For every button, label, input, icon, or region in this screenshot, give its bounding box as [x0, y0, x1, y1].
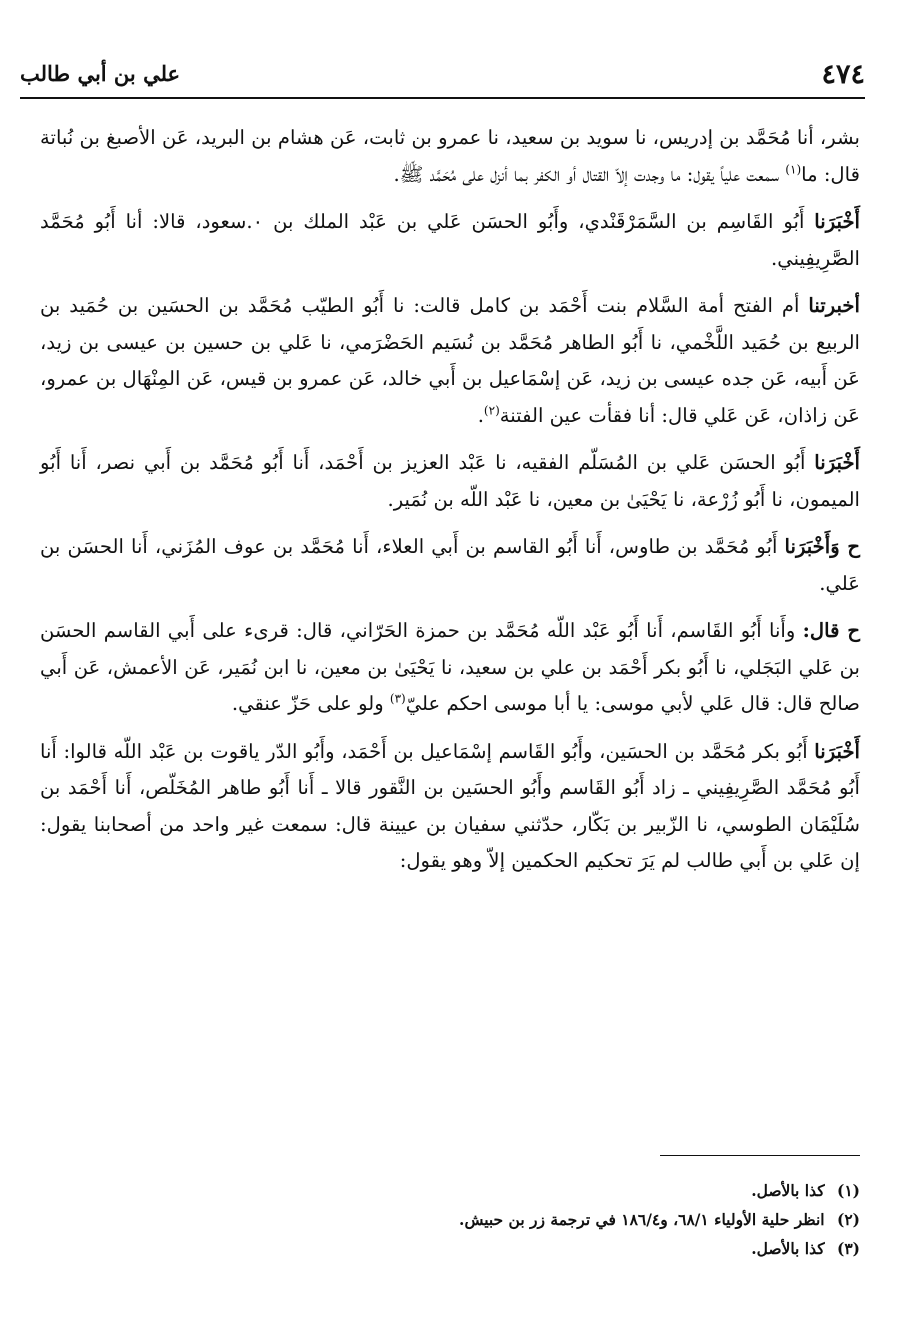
footnote-text: كذا بالأصل. [751, 1239, 825, 1258]
paragraph-text: أم الفتح أمة السَّلام بنت أَحْمَد بن كامل قالت: نا أَبُو الطيّب مُحَمَّد بن الحسَين بن حُمَيد بن الربيع بن حُمَيد اللَّخْمي، نا أَبُو الطاهر مُحَمَّد بن نُسَيم الحَضْرَمي، نا عَلي بن حسين بن عيسى بن زيد، عَن أَبيه، عَن جده عيسى بن زيد، عَن إسْمَاعيل بن أَبي خالد، عَن عمرو بن قيس، عَن المِنْهَال بن عمرو، عَن زاذان، عَن عَلي قال: أنا فقأت عين الفتنة [40, 294, 860, 427]
paragraph-lead: أَخْبَرَنا [814, 451, 860, 474]
paragraph-text: أَبُو بكر مُحَمَّد بن الحسَين، وأَبُو القَاسم إسْمَاعيل بن أَحْمَد، وأَبُو الدّر ياقوت بن عَبْد اللّه قالوا: أَنا أَبُو مُحَمَّد الصَّرِيفِيني ـ زاد أَبُو القَاسم وأَبُو الحسَين بن النَّقور قالا ـ أَنا أَبُو طاهر المُخَلّص، أَنا أَحْمَد بن سُلَيْمَان الطوسي، نا الزّبير بن بَكّار، حدّثني سفيان بن عيينة قال: سمعت غير واحد من أصحابنا يقول: إن عَلي بن أَبي طالب لم يَرَ تحكيم الحكمين إلاّ وهو يقول: [40, 739, 860, 872]
paragraph-tail: سمعت علياً يقول: ما وجدت إلاّ القتال أو الكفر بما أنزل على مُحَمَّد ﷺ. [393, 162, 786, 186]
paragraph-text: أَبُو مُحَمَّد بن طاوس، أَنا أَبُو القاسم بن أَبي العلاء، أَنا مُحَمَّد بن عوف المُزَني، أَنا الحسَن بن عَلي. [40, 535, 860, 595]
footnote-text: انظر حلية الأولياء ٦٨/١، و١٨٦/٤ في ترجمة زر بن حبيش. [459, 1210, 825, 1229]
footnote-marker: (١) [785, 161, 802, 176]
paragraph-lead: ح قال: [802, 619, 860, 642]
footnote [40, 1234, 860, 1263]
paragraph [40, 204, 860, 277]
footnote-rule [660, 1155, 860, 1156]
running-title: علي بن أبي طالب [20, 61, 181, 86]
page-header [20, 55, 865, 99]
paragraph [40, 529, 860, 602]
paragraph-tail: ولو على حَزّ عنقي. [231, 692, 390, 715]
footnote-number: (٣) [836, 1239, 860, 1258]
paragraph-text: أَبُو القَاسِم بن السَّمَرْقَنْدي، وأَبُو الحسَن عَلي بن عَبْد الملك بن ٠.سعود، قالا: أنا أَبُو مُحَمَّد الصَّرِيفِيني. [40, 210, 860, 270]
footnote-number: (٢) [836, 1210, 860, 1229]
paragraph-text: وأَنا أَبُو القَاسم، أَنا أَبُو عَبْد اللّه مُحَمَّد بن حمزة الحَرّاني، قال: قرىء على أَبي القاسم الحسَن بن عَلي البَجَلي، نا أَبُو بكر أَحْمَد بن علي بن سعيد، نا يَحْيَىٰ بن معين، نا ابن نُمَير، عَن الأعمش، عَن أَبي صالح قال: قال عَلي لأبي موسى: يا أبا موسى احكم عليّ [40, 619, 860, 715]
footnote [40, 1176, 860, 1205]
paragraph-lead: ح وَأَخْبَرَنا [784, 535, 860, 558]
paragraph-lead: أَخْبَرَنا [814, 739, 860, 763]
paragraph [40, 288, 860, 434]
footnote-number: (١) [836, 1181, 860, 1200]
paragraph-lead: أخبرتنا [808, 294, 860, 317]
paragraph-text: أَبُو الحسَن عَلي بن المُسَلّم الفقيه، نا عَبْد العزيز بن أَحْمَد، أَنا أَبُو مُحَمَّد بن أَبي نصر، أَنا أَبُو الميمون، نا أَبُو زُرْعة، نا يَحْيَىٰ بن معين، نا عَبْد اللّه بن نُمَير. [40, 451, 860, 511]
main-text [40, 120, 860, 891]
paragraph-text: بشر، أنا مُحَمَّد بن إدريس، نا سويد بن سعيد، نا عمرو بن ثابت، عَن هشام بن البريد، عَن الأصبغ بن نُباتة قال: ما [40, 126, 860, 186]
paragraph [40, 613, 860, 723]
paragraph [40, 734, 860, 880]
page-number: ٤٧٤ [821, 59, 865, 90]
footnote-text: كذا بالأصل. [751, 1181, 825, 1200]
footnotes [40, 1176, 860, 1263]
paragraph [40, 445, 860, 518]
paragraph-lead: أَخْبَرَنا [814, 210, 860, 233]
header-rule [20, 97, 865, 99]
footnote-marker: (٢) [483, 402, 500, 417]
paragraph-tail: . [477, 403, 484, 427]
paragraph [40, 120, 860, 193]
footnote-marker: (٣) [389, 691, 406, 706]
footnote [40, 1205, 860, 1234]
